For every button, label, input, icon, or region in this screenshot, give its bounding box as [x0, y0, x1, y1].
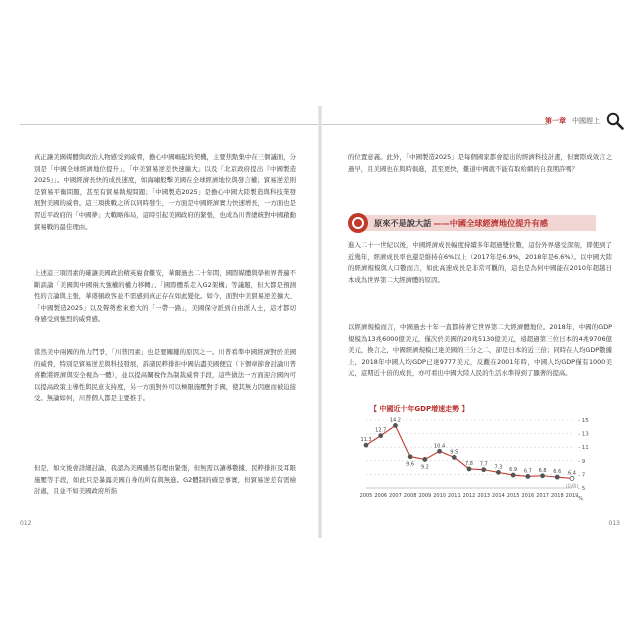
section-heading-bar — [364, 215, 596, 231]
data-point — [452, 455, 456, 459]
data-label: 7.7 — [479, 461, 488, 468]
data-label: 12.7 — [375, 427, 387, 434]
chapter-number: 第一章 — [545, 117, 566, 125]
data-point — [408, 455, 412, 459]
data-point — [423, 457, 427, 461]
data-point — [379, 434, 383, 438]
data-label: 6.4 — [568, 470, 576, 477]
data-point — [364, 443, 368, 447]
right-folio: 013 — [608, 520, 620, 527]
data-label: 7.3 — [494, 464, 503, 471]
y-tick-label: - 11 — [578, 445, 589, 452]
left-paragraph-2: 上述這三項因素的確讓美國政治精英寢食難安，華爾過去二十年間，國際媒體與學術界普遍不斷談論「美國與中國兩大強權的權力移轉」、「國際體系走入G2架構」等議題，但大都是預測性的言論與主張，華盛頓政客並不需感到真正存在如此變化。如今，面對中美貿易逆差擴大、「中國製造2025」以及聲勢愈來愈大的「一帶一路」，美國保守派到自由派人士，這才都切身感受到強烈的威脅感。 — [34, 269, 297, 324]
y-unit-label: % — [578, 496, 584, 502]
chart-title: 【 中國近十年GDP增速走勢 】 — [370, 405, 469, 413]
data-label: 6.7 — [523, 468, 532, 475]
section-heading — [348, 212, 596, 234]
data-point — [511, 473, 515, 477]
gdp-growth-chart — [359, 416, 602, 508]
x-tick-label: 2007 — [389, 493, 402, 499]
data-label: 11.3 — [360, 437, 372, 444]
data-point — [570, 476, 574, 480]
left-paragraph-1: 真正讓美國媒體與政治人物感受到威脅，擔心中國崛起的契機，主要焦點集中在三個議面，分別是「中國全球經濟地位提升」、「中美貿易逆差快速擴大」以及「北京政府提出『中國製造2025』」。中國經濟長快的成長速度，如海嘯般擊美國在全球經濟地位與發言權；貿易逆差則是貿易平衡問題，甚至有貿易執規問題；「中國製造2025」是擔心中國大陸製造與科技業發展對美國的威脅。這三項挑戰之所以同時發生，一方面是中國經濟實力快速增長，一方面也是習近平政府的「中國夢」大戰略佈局，這時引起美國政府的緊張，也成為川普總統對中國啟動貿易戰的最佳理由。 — [34, 153, 297, 231]
left-page — [0, 0, 318, 640]
data-point — [555, 475, 559, 479]
data-point — [496, 470, 500, 474]
data-label: 9.5 — [450, 449, 459, 456]
estimate-note: (估值) — [565, 484, 579, 490]
data-label: 7.8 — [465, 460, 473, 467]
x-tick-label: 2010 — [433, 493, 446, 499]
left-paragraph-3: 當然美中兩國的角力鬥爭，「川普因素」也是要關鍵的原因之一。川普看準中國經濟對於美國的威脅，特別是貿易逆差與科技發展，訴諸民粹排拒中國佔盡美國便宜（下個章節會討論川普喜歡將經濟與安全視為一體），並以提高關稅作為制裁威脅手段，這些做法一方面迎合國內可以提高政策主導性與民意支持度，另一方面對外可以極限施壓對手國，使其無力因應而被迫接受。無論如何，川普個人都是主要推手。 — [34, 348, 297, 403]
data-point — [467, 467, 471, 471]
section-speech-icon — [348, 213, 368, 233]
x-tick-label: 2006 — [374, 493, 388, 499]
data-label: 6.6 — [553, 469, 562, 476]
section-heading-sub: ——中國全球經濟地位提升有感 — [433, 217, 548, 228]
data-label: 6.9 — [509, 467, 518, 474]
x-tick-label: 2018 — [550, 493, 564, 499]
left-folio: 012 — [20, 520, 32, 527]
x-tick-label: 2013 — [477, 493, 491, 499]
y-tick-label: - 15 — [578, 418, 589, 424]
y-tick-label: - 13 — [578, 431, 589, 438]
x-tick-label: 2008 — [403, 493, 417, 499]
data-label: 10.4 — [434, 443, 446, 450]
x-tick-label: 2009 — [418, 493, 432, 499]
chapter-title: 中國趕上 — [572, 117, 600, 125]
data-point — [482, 468, 486, 472]
x-tick-label: 2012 — [462, 493, 476, 499]
y-tick-label: - 7 — [578, 472, 586, 479]
right-page — [322, 0, 640, 640]
data-point — [526, 474, 530, 478]
right-paragraph-2: 以經濟規模而言，中國過去十年一直都持著它世界第二大經濟體地位。2018年，中國的GDP規模為13兆6000億美元，僅次於美國的20兆5130億美元，遠超過第三位日本的4兆9706億美元，換言之，中國經濟規模已達美國的三分之二，卻是日本的近三倍；同時在人均GDP數據上，2018年中國人均GDP已達9777美元，反觀在2001年時，中國人均GDP僅有1000美元，這期近十倍的成長，亦可看出中國大陸人民的生活水準得到了顯著的提高。 — [348, 323, 612, 378]
section-heading-main: 原來不是說大話 — [374, 217, 432, 228]
data-point — [393, 423, 397, 427]
data-point — [438, 449, 442, 453]
magnifier-icon — [606, 112, 624, 130]
data-point — [541, 474, 545, 478]
y-tick-label: - 9 — [578, 458, 586, 465]
y-tick-label: - 5 — [578, 486, 586, 492]
x-tick-label: 2005 — [359, 493, 373, 499]
right-paragraph-1: 進入二十一世紀以後，中國經濟成長幅度持續多年超過雙位數，這份外界感受深刻，即使到了近幾年，經濟成長率也還是維持在6%以上（2017年是6.9%，2018年是6.6%）。以中國大陸的經濟規模與人口數而言，如此高速成長是非常可觀的，這也是為何中國能在2010年超越日本成為世界第二大經濟體的原因。 — [348, 241, 612, 284]
data-label: 9.6 — [406, 461, 415, 468]
right-intro-paragraph: 的位置意義。此外，「中國製造2025」是每個國家都會提出的經濟科技計畫，但實際成效言之過早，且美國也在與時俱進，甚至更快，難道中國就不能有取哈網的自我期許嗎？ — [348, 153, 612, 173]
data-label: 14.2 — [389, 417, 401, 424]
x-tick-label: 2017 — [536, 493, 549, 499]
x-tick-label: 2016 — [521, 493, 535, 499]
x-tick-label: 2014 — [492, 493, 505, 499]
x-tick-label: 2015 — [506, 493, 520, 499]
x-tick-label: 2011 — [447, 493, 461, 499]
x-tick-label: 2019 — [565, 493, 579, 499]
left-paragraph-4: 但是，如文後會詳細討論，我認為美國雖然有理由緊張，但無需以讓導數據、民粹排拒及耳限施壓等手段，如此只是暴露美國自身的所有與無進。G2體制的確是事實，但貿易逆差有需檢討處，且並不如美國政府所指 — [34, 464, 297, 496]
data-label: 9.2 — [420, 464, 429, 471]
chapter-header — [545, 111, 624, 131]
data-label: 6.8 — [538, 467, 547, 474]
